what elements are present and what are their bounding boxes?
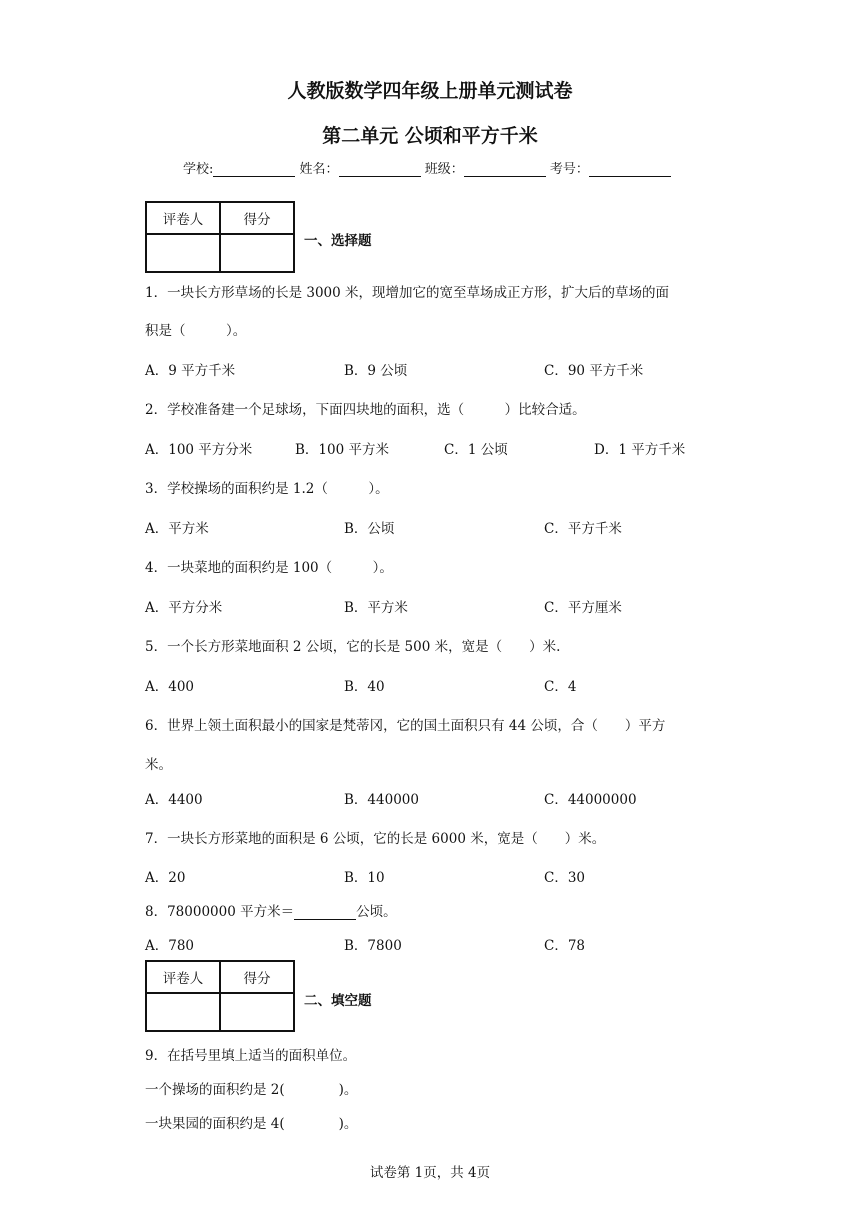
- question-8-tail: 公顷。: [356, 904, 397, 920]
- question-5: 5．一个长方形菜地面积 2 公顷，它的长是 500 米，宽是（ ）米.: [145, 639, 561, 655]
- class-blank[interactable]: [464, 162, 546, 177]
- student-info-row: [183, 158, 671, 177]
- q6-option-a[interactable]: A．4400: [145, 792, 203, 808]
- page-subtitle: 第二单元 公顷和平方千米: [322, 125, 538, 147]
- grader-header: 评卷人: [146, 961, 220, 993]
- page-footer: 试卷第 1页，共 4页: [369, 1165, 491, 1181]
- q8-answer-blank[interactable]: [294, 905, 356, 920]
- question-8: [145, 900, 397, 920]
- q4-option-b[interactable]: B．平方米: [344, 600, 408, 616]
- question-7: 7．一块长方形菜地的面积是 6 公顷，它的长是 6000 米，宽是（ ）米。: [145, 831, 606, 847]
- q6-option-c[interactable]: C．44000000: [544, 792, 637, 808]
- question-2: 2．学校准备建一个足球场，下面四块地的面积，选（ ）比较合适。: [145, 402, 586, 418]
- score-cell[interactable]: [220, 234, 294, 272]
- name-label: 姓名：: [299, 162, 339, 177]
- question-1-cont: 积是（ ）。: [145, 323, 247, 339]
- q6-option-b[interactable]: B．440000: [344, 792, 419, 808]
- q8-option-a[interactable]: A．780: [145, 938, 195, 954]
- question-9-item-1: 一个操场的面积约是 2( )。: [145, 1082, 358, 1098]
- q1-option-c[interactable]: C．90 平方千米: [544, 363, 644, 379]
- section-title-fill: 二、填空题: [304, 993, 372, 1009]
- q7-option-c[interactable]: C．30: [544, 870, 586, 886]
- q3-option-c[interactable]: C．平方千米: [544, 521, 622, 537]
- q2-option-d[interactable]: D．1 平方千米: [594, 442, 686, 458]
- q3-option-b[interactable]: B．公顷: [344, 521, 395, 537]
- score-header: 得分: [220, 202, 294, 234]
- page-title: 人教版数学四年级上册单元测试卷: [287, 80, 573, 102]
- score-header: 得分: [220, 961, 294, 993]
- q7-option-b[interactable]: B．10: [344, 870, 385, 886]
- q5-option-c[interactable]: C．4: [544, 679, 577, 695]
- grader-cell[interactable]: [146, 993, 220, 1031]
- q8-option-c[interactable]: C．78: [544, 938, 586, 954]
- q1-option-b[interactable]: B．9 公顷: [344, 363, 408, 379]
- question-9: 9．在括号里填上适当的面积单位。: [145, 1048, 357, 1064]
- name-blank[interactable]: [339, 162, 421, 177]
- question-1: 1．一块长方形草场的长是 3000 米，现增加它的宽至草场成正方形，扩大后的草场的面: [145, 285, 670, 301]
- q2-option-a[interactable]: A．100 平方分米: [145, 442, 253, 458]
- score-box-2: [145, 960, 295, 1032]
- question-6: 6．世界上领土面积最小的国家是梵蒂冈，它的国土面积只有 44 公顷，合（ ）平方: [145, 718, 666, 734]
- q1-option-a[interactable]: A．9 平方千米: [145, 363, 236, 379]
- section-title-choice: 一、选择题: [304, 233, 372, 249]
- grader-header: 评卷人: [146, 202, 220, 234]
- exam-no-blank[interactable]: [589, 162, 671, 177]
- q7-option-a[interactable]: A．20: [145, 870, 186, 886]
- grader-cell[interactable]: [146, 234, 220, 272]
- q2-option-b[interactable]: B．100 平方米: [295, 442, 389, 458]
- score-box-1: [145, 201, 295, 273]
- school-blank[interactable]: [213, 162, 295, 177]
- question-3: 3．学校操场的面积约是 1.2（ ）。: [145, 481, 389, 497]
- class-label: 班级：: [424, 162, 464, 177]
- q2-option-c[interactable]: C．1 公顷: [444, 442, 508, 458]
- q4-option-a[interactable]: A．平方分米: [145, 600, 223, 616]
- question-8-text: 8．78000000 平方米＝: [145, 904, 295, 920]
- q3-option-a[interactable]: A．平方米: [145, 521, 209, 537]
- q4-option-c[interactable]: C．平方厘米: [544, 600, 622, 616]
- q5-option-b[interactable]: B．40: [344, 679, 385, 695]
- school-label: 学校:: [183, 162, 214, 177]
- q8-option-b[interactable]: B．7800: [344, 938, 402, 954]
- exam-no-label: 考号：: [549, 162, 589, 177]
- score-cell[interactable]: [220, 993, 294, 1031]
- question-4: 4．一块菜地的面积约是 100（ ）。: [145, 560, 393, 576]
- q5-option-a[interactable]: A．400: [145, 679, 195, 695]
- question-9-item-2: 一块果园的面积约是 4( )。: [145, 1116, 358, 1132]
- question-6-cont: 米。: [145, 757, 172, 773]
